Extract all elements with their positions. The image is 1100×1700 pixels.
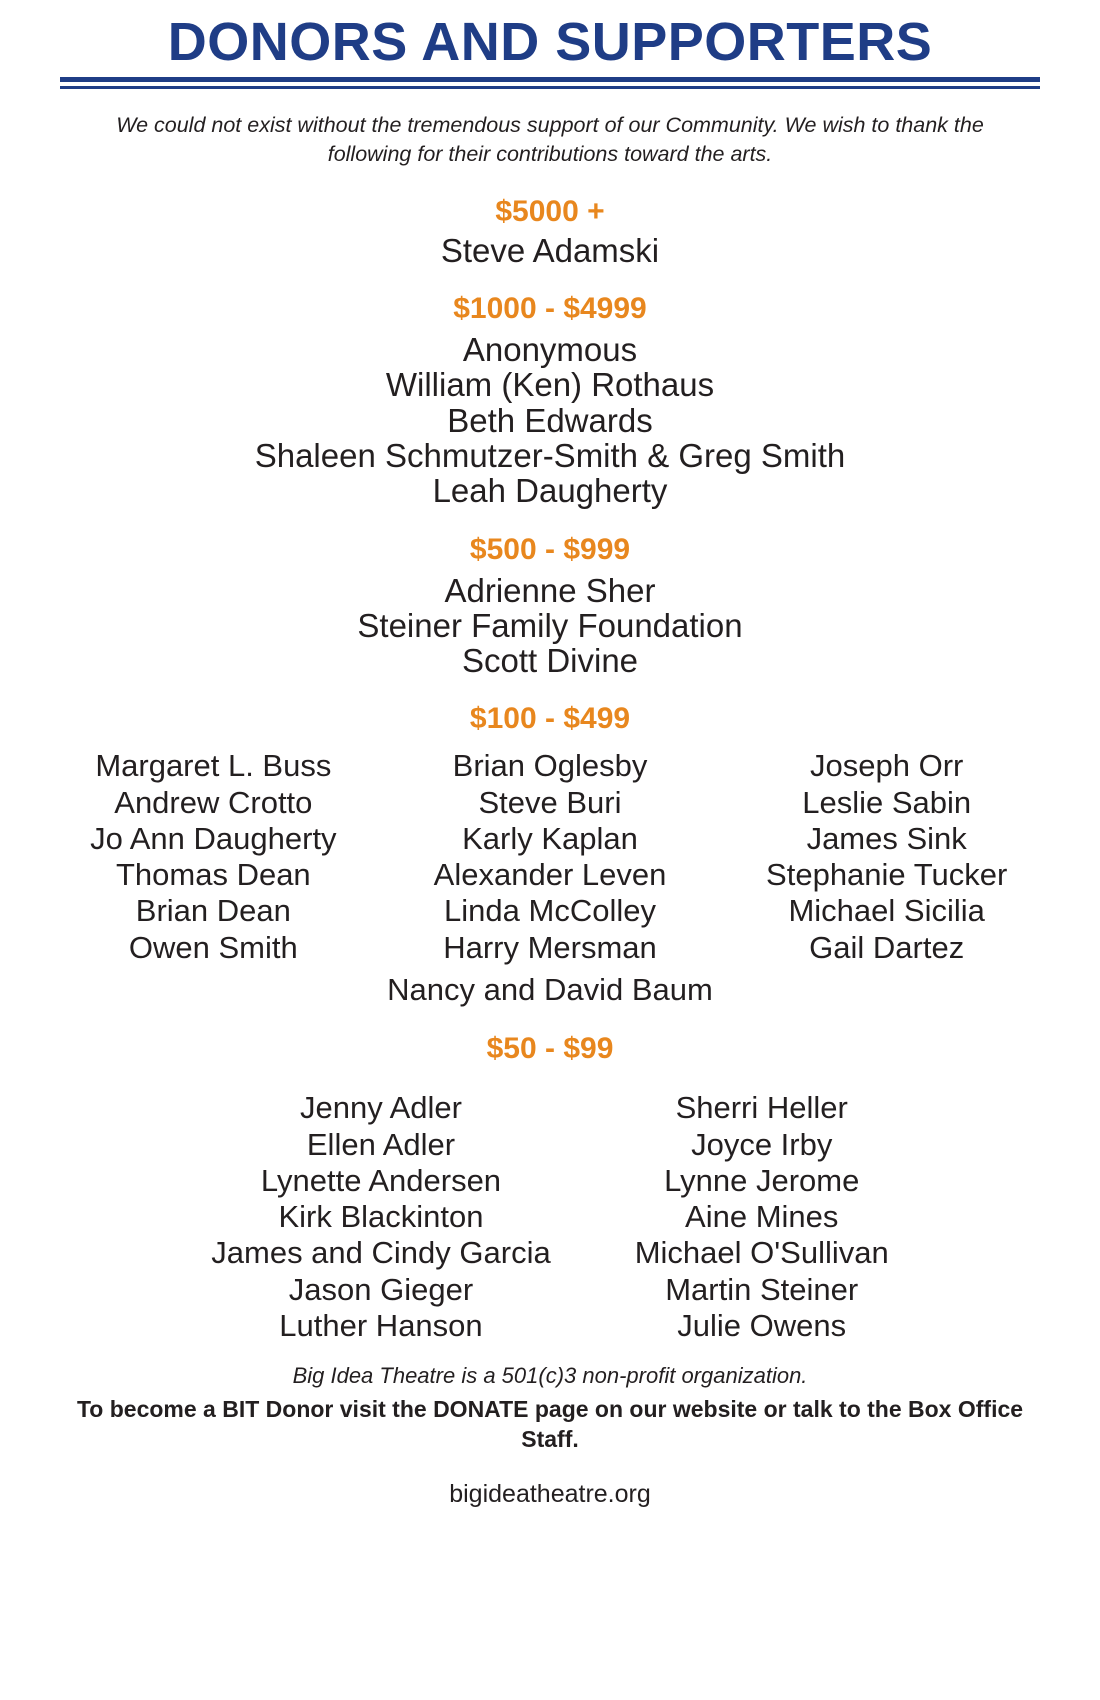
list-item: Margaret L. Buss: [95, 748, 332, 784]
title-divider: [60, 77, 1040, 89]
list-item: Leah Daugherty: [432, 472, 668, 510]
tier-names-100: [45, 748, 1055, 966]
names-column-2: [635, 1090, 889, 1344]
list-item: Steiner Family Foundation: [357, 606, 743, 644]
list-item: Luther Hanson: [279, 1307, 483, 1343]
names-column-1: [211, 1090, 550, 1344]
list-item: Ellen Adler: [306, 1126, 456, 1162]
divider-thin: [60, 86, 1040, 89]
list-item: Andrew Crotto: [114, 784, 313, 820]
tier-heading-50: $50 - $99: [486, 1032, 614, 1066]
list-item: Linda McColley: [444, 893, 656, 929]
list-item: Julie Owens: [677, 1307, 847, 1343]
tier-names-500: [357, 573, 742, 679]
footer: [40, 1362, 1060, 1509]
tier-names-50: [110, 1090, 990, 1344]
list-item: Steve Adamski: [440, 231, 660, 269]
tier-heading-500: $500 - $999: [469, 532, 631, 566]
intro-paragraph: We could not exist without the tremendous support of our Community. We wish to thank the following for their contributions toward the arts.: [116, 112, 984, 166]
website-link[interactable]: bigideatheatre.org: [449, 1480, 651, 1509]
list-item: James and Cindy Garcia: [211, 1235, 551, 1271]
list-item: Stephanie Tucker: [766, 857, 1008, 893]
list-item: Gail Dartez: [809, 929, 965, 965]
names-column-3: [718, 748, 1055, 966]
list-item: Beth Edwards: [447, 401, 653, 439]
tier-names-1000: [255, 332, 846, 508]
nonprofit-statement: Big Idea Theatre is a 501(c)3 non-profit organization.: [292, 1363, 808, 1389]
tier-heading-100: $100 - $499: [469, 702, 631, 736]
list-item: Joseph Orr: [810, 748, 964, 784]
list-item: Lynne Jerome: [664, 1162, 860, 1198]
list-item: Jason Gieger: [288, 1271, 474, 1307]
list-item: Steve Buri: [478, 784, 622, 820]
list-item: Brian Oglesby: [452, 748, 648, 784]
list-item-center: Nancy and David Baum: [387, 971, 713, 1007]
list-item: Martin Steiner: [665, 1271, 859, 1307]
list-item: Michael O'Sullivan: [634, 1235, 889, 1271]
list-item: Harry Mersman: [443, 929, 657, 965]
list-item: Shaleen Schmutzer-Smith & Greg Smith: [254, 436, 846, 474]
list-item: Aine Mines: [685, 1199, 839, 1235]
list-item: Kirk Blackinton: [278, 1199, 484, 1235]
list-item: Scott Divine: [461, 642, 639, 680]
list-item: Anonymous: [462, 331, 638, 369]
list-item: Jenny Adler: [299, 1090, 462, 1126]
names-column-2: [382, 748, 719, 966]
list-item: Alexander Leven: [433, 857, 667, 893]
list-item: Jo Ann Daugherty: [90, 820, 337, 856]
list-item: Sherri Heller: [675, 1090, 848, 1126]
list-item: James Sink: [806, 820, 967, 856]
list-item: Karly Kaplan: [462, 820, 638, 856]
list-item: Michael Sicilia: [788, 893, 985, 929]
list-item: Lynette Andersen: [260, 1162, 502, 1198]
list-item: William (Ken) Rothaus: [385, 366, 715, 404]
list-item: Owen Smith: [128, 929, 298, 965]
list-item: Joyce Irby: [691, 1126, 833, 1162]
donate-cta-text: To become a BIT Donor visit the DONATE page on our website or talk to the Box Office Staff.: [76, 1395, 1024, 1452]
tier-heading-5000: $5000 +: [495, 194, 605, 228]
tier-names-5000: [441, 233, 659, 268]
page-title: DONORS AND SUPPORTERS: [167, 12, 933, 72]
names-column-1: [45, 748, 382, 966]
list-item: Brian Dean: [135, 893, 291, 929]
list-item: Leslie Sabin: [802, 784, 972, 820]
list-item: Thomas Dean: [115, 857, 311, 893]
tier-heading-1000: $1000 - $4999: [453, 292, 647, 326]
list-item: Adrienne Sher: [444, 571, 656, 609]
